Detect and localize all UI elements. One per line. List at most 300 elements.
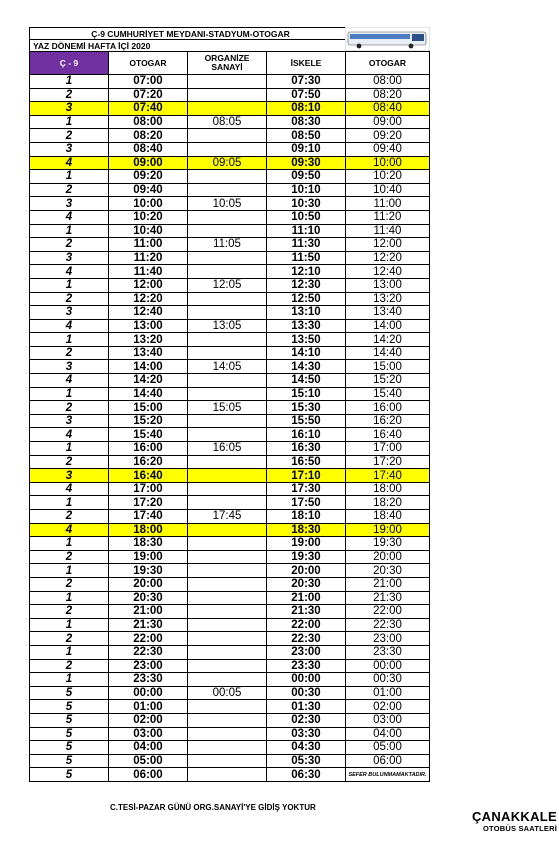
otogar-departure-cell: 20:30: [109, 591, 188, 605]
otogar-departure-cell: 03:00: [109, 727, 188, 741]
otogar-departure-cell: 10:00: [109, 197, 188, 211]
iskele-cell: 13:30: [267, 319, 346, 333]
organize-sanayi-cell: [188, 428, 267, 442]
bus-number-cell: 5: [30, 727, 109, 741]
return-otogar-cell: 03:00: [346, 713, 430, 727]
table-row: [30, 482, 430, 496]
iskele-cell: 17:50: [267, 496, 346, 510]
otogar-departure-cell: 11:00: [109, 238, 188, 252]
otogar-departure-cell: 21:00: [109, 605, 188, 619]
otogar-departure-cell: 23:00: [109, 659, 188, 673]
return-otogar-cell: 10:00: [346, 156, 430, 170]
return-otogar-cell: 14:20: [346, 333, 430, 347]
return-otogar-cell: 16:20: [346, 414, 430, 428]
otogar-departure-cell: 09:40: [109, 183, 188, 197]
bus-number-cell: 4: [30, 265, 109, 279]
return-otogar-cell: 18:20: [346, 496, 430, 510]
organize-sanayi-cell: 14:05: [188, 360, 267, 374]
bus-number-cell: 4: [30, 210, 109, 224]
bus-number-cell: 1: [30, 224, 109, 238]
organize-sanayi-cell: [188, 346, 267, 360]
table-row: [30, 741, 430, 755]
return-otogar-cell: 19:00: [346, 523, 430, 537]
organize-sanayi-cell: 08:05: [188, 115, 267, 129]
iskele-cell: 08:50: [267, 129, 346, 143]
table-row: [30, 197, 430, 211]
return-otogar-cell: 15:20: [346, 374, 430, 388]
iskele-cell: 12:30: [267, 278, 346, 292]
otogar-departure-cell: 08:00: [109, 115, 188, 129]
iskele-cell: 17:10: [267, 469, 346, 483]
otogar-departure-cell: 19:30: [109, 564, 188, 578]
organize-sanayi-cell: [188, 591, 267, 605]
otogar-departure-cell: 07:20: [109, 88, 188, 102]
organize-sanayi-cell: [188, 482, 267, 496]
table-row: [30, 673, 430, 687]
otogar-header: OTOGAR: [109, 52, 188, 75]
bus-number-cell: 5: [30, 741, 109, 755]
table-row: [30, 442, 430, 456]
organize-sanayi-cell: 12:05: [188, 278, 267, 292]
otogar-departure-cell: 10:40: [109, 224, 188, 238]
bus-number-cell: 2: [30, 292, 109, 306]
iskele-cell: 02:30: [267, 713, 346, 727]
organize-sanayi-cell: [188, 333, 267, 347]
organize-sanayi-cell: [188, 618, 267, 632]
return-otogar-cell: 13:40: [346, 306, 430, 320]
organize-sanayi-header: [188, 52, 267, 75]
return-otogar-cell: 06:00: [346, 754, 430, 768]
otogar-departure-cell: 12:40: [109, 306, 188, 320]
table-row: [30, 401, 430, 415]
return-otogar-cell: 12:20: [346, 251, 430, 265]
table-row: [30, 414, 430, 428]
organize-header-line1: ORGANİZE: [204, 53, 250, 63]
iskele-cell: 18:30: [267, 523, 346, 537]
return-otogar-cell: 00:30: [346, 673, 430, 687]
organize-sanayi-cell: [188, 251, 267, 265]
iskele-cell: 10:50: [267, 210, 346, 224]
return-otogar-cell: 05:00: [346, 741, 430, 755]
bus-number-cell: 1: [30, 537, 109, 551]
iskele-cell: 08:30: [267, 115, 346, 129]
otogar-departure-cell: 13:40: [109, 346, 188, 360]
otogar-departure-cell: 16:20: [109, 455, 188, 469]
otogar-departure-cell: 15:40: [109, 428, 188, 442]
table-row: [30, 428, 430, 442]
organize-sanayi-cell: [188, 700, 267, 714]
iskele-cell: 12:10: [267, 265, 346, 279]
bus-number-cell: 2: [30, 455, 109, 469]
organize-sanayi-cell: [188, 414, 267, 428]
organize-sanayi-cell: [188, 88, 267, 102]
organize-sanayi-cell: [188, 523, 267, 537]
return-otogar-cell: 09:20: [346, 129, 430, 143]
otogar-departure-cell: 05:00: [109, 754, 188, 768]
organize-sanayi-cell: [188, 713, 267, 727]
organize-sanayi-cell: [188, 550, 267, 564]
otogar-departure-cell: 13:20: [109, 333, 188, 347]
iskele-cell: 10:10: [267, 183, 346, 197]
organize-sanayi-cell: [188, 224, 267, 238]
iskele-cell: 23:00: [267, 645, 346, 659]
return-otogar-cell: 13:20: [346, 292, 430, 306]
otogar-departure-cell: 22:30: [109, 645, 188, 659]
bus-number-cell: 2: [30, 510, 109, 524]
organize-sanayi-cell: [188, 265, 267, 279]
table-row: [30, 210, 430, 224]
organize-sanayi-cell: 10:05: [188, 197, 267, 211]
iskele-cell: 13:10: [267, 306, 346, 320]
season-subtitle: YAZ DÖNEMİ HAFTA İÇİ 2020: [30, 40, 430, 52]
table-row: [30, 115, 430, 129]
organize-sanayi-cell: [188, 75, 267, 89]
organize-sanayi-cell: [188, 183, 267, 197]
otogar-departure-cell: 17:20: [109, 496, 188, 510]
bus-number-cell: 5: [30, 713, 109, 727]
table-row: [30, 170, 430, 184]
organize-sanayi-cell: [188, 564, 267, 578]
iskele-cell: 09:30: [267, 156, 346, 170]
table-row: [30, 319, 430, 333]
iskele-cell: 04:30: [267, 741, 346, 755]
return-otogar-cell: 12:40: [346, 265, 430, 279]
iskele-cell: 15:50: [267, 414, 346, 428]
table-row: [30, 102, 430, 116]
table-row: [30, 455, 430, 469]
bus-number-cell: 4: [30, 319, 109, 333]
table-row: [30, 387, 430, 401]
otogar-departure-cell: 11:40: [109, 265, 188, 279]
bus-number-cell: 5: [30, 754, 109, 768]
bus-number-cell: 1: [30, 673, 109, 687]
table-row: [30, 700, 430, 714]
bus-number-cell: 3: [30, 306, 109, 320]
organize-sanayi-cell: [188, 387, 267, 401]
return-otogar-cell: 00:00: [346, 659, 430, 673]
organize-sanayi-cell: [188, 754, 267, 768]
return-otogar-cell: 01:00: [346, 686, 430, 700]
bus-number-cell: 2: [30, 346, 109, 360]
otogar-departure-cell: 17:00: [109, 482, 188, 496]
table-row: [30, 645, 430, 659]
route-title: Ç-9 CUMHURİYET MEYDANI-STADYUM-OTOGAR: [30, 28, 430, 40]
iskele-cell: 13:50: [267, 333, 346, 347]
otogar-departure-cell: 10:20: [109, 210, 188, 224]
otogar-departure-cell: 07:00: [109, 75, 188, 89]
table-row: [30, 564, 430, 578]
iskele-cell: 12:50: [267, 292, 346, 306]
organize-sanayi-cell: 17:45: [188, 510, 267, 524]
bus-number-cell: 4: [30, 374, 109, 388]
return-otogar-cell: 11:20: [346, 210, 430, 224]
bus-number-cell: 5: [30, 768, 109, 782]
return-otogar-cell: 22:00: [346, 605, 430, 619]
bus-number-cell: 1: [30, 564, 109, 578]
iskele-cell: 19:30: [267, 550, 346, 564]
organize-sanayi-cell: 11:05: [188, 238, 267, 252]
return-otogar-cell: 17:00: [346, 442, 430, 456]
iskele-cell: 00:00: [267, 673, 346, 687]
return-otogar-cell: 19:30: [346, 537, 430, 551]
iskele-cell: 14:10: [267, 346, 346, 360]
return-otogar-cell: 08:20: [346, 88, 430, 102]
bus-number-cell: 2: [30, 183, 109, 197]
organize-sanayi-cell: 00:05: [188, 686, 267, 700]
iskele-cell: 17:30: [267, 482, 346, 496]
return-otogar-cell: 11:40: [346, 224, 430, 238]
iskele-cell: 20:00: [267, 564, 346, 578]
otogar-departure-cell: 06:00: [109, 768, 188, 782]
table-row: [30, 156, 430, 170]
iskele-cell: 11:50: [267, 251, 346, 265]
table-row: [30, 537, 430, 551]
bus-number-cell: 2: [30, 550, 109, 564]
otogar-departure-cell: 14:00: [109, 360, 188, 374]
iskele-cell: 14:30: [267, 360, 346, 374]
table-row: [30, 727, 430, 741]
bus-number-cell: 4: [30, 482, 109, 496]
organize-sanayi-cell: [188, 292, 267, 306]
return-otogar-cell: 09:40: [346, 142, 430, 156]
iskele-cell: 00:30: [267, 686, 346, 700]
brand-line2: OTOBÜS SAATLERİ: [483, 824, 557, 833]
table-row: [30, 550, 430, 564]
iskele-cell: 03:30: [267, 727, 346, 741]
brand-logo: [472, 809, 557, 833]
return-otogar-header: OTOGAR: [346, 52, 430, 75]
otogar-departure-cell: 02:00: [109, 713, 188, 727]
bus-number-cell: 2: [30, 659, 109, 673]
iskele-cell: 21:00: [267, 591, 346, 605]
return-otogar-cell: 21:00: [346, 577, 430, 591]
table-row: [30, 183, 430, 197]
table-row: [30, 374, 430, 388]
bus-number-cell: 4: [30, 156, 109, 170]
table-row: [30, 605, 430, 619]
organize-sanayi-cell: [188, 741, 267, 755]
table-row: [30, 591, 430, 605]
table-row: [30, 496, 430, 510]
otogar-departure-cell: 23:30: [109, 673, 188, 687]
iskele-cell: 09:10: [267, 142, 346, 156]
otogar-departure-cell: 01:00: [109, 700, 188, 714]
bus-number-cell: 3: [30, 251, 109, 265]
table-row: [30, 768, 430, 782]
organize-sanayi-cell: [188, 129, 267, 143]
bus-number-cell: 1: [30, 591, 109, 605]
organize-sanayi-cell: [188, 673, 267, 687]
bus-number-cell: 2: [30, 577, 109, 591]
otogar-departure-cell: 16:00: [109, 442, 188, 456]
return-otogar-cell: 15:00: [346, 360, 430, 374]
table-row: [30, 251, 430, 265]
return-otogar-cell: 20:00: [346, 550, 430, 564]
otogar-departure-cell: 16:40: [109, 469, 188, 483]
otogar-departure-cell: 04:00: [109, 741, 188, 755]
iskele-cell: 11:10: [267, 224, 346, 238]
bus-number-cell: 4: [30, 428, 109, 442]
organize-sanayi-cell: [188, 537, 267, 551]
bus-number-cell: 2: [30, 88, 109, 102]
iskele-cell: 07:30: [267, 75, 346, 89]
organize-sanayi-cell: [188, 374, 267, 388]
otogar-departure-cell: 09:00: [109, 156, 188, 170]
bus-number-cell: 5: [30, 686, 109, 700]
bus-number-cell: 2: [30, 632, 109, 646]
otogar-departure-cell: 15:00: [109, 401, 188, 415]
brand-line1: ÇANAKKALE: [471, 809, 557, 824]
iskele-cell: 06:30: [267, 768, 346, 782]
otogar-departure-cell: 12:00: [109, 278, 188, 292]
return-otogar-cell: 10:40: [346, 183, 430, 197]
otogar-departure-cell: 20:00: [109, 577, 188, 591]
return-otogar-cell: 08:40: [346, 102, 430, 116]
iskele-header: İSKELE: [267, 52, 346, 75]
return-otogar-cell: 15:40: [346, 387, 430, 401]
iskele-cell: 11:30: [267, 238, 346, 252]
iskele-cell: 07:50: [267, 88, 346, 102]
return-otogar-cell: 14:00: [346, 319, 430, 333]
otogar-departure-cell: 21:30: [109, 618, 188, 632]
table-row: [30, 306, 430, 320]
table-row: [30, 346, 430, 360]
table-row: [30, 618, 430, 632]
table-row: [30, 238, 430, 252]
table-row: [30, 469, 430, 483]
table-row: [30, 224, 430, 238]
iskele-cell: 08:10: [267, 102, 346, 116]
organize-sanayi-cell: [188, 142, 267, 156]
return-otogar-cell: 22:30: [346, 618, 430, 632]
return-otogar-cell: 14:40: [346, 346, 430, 360]
return-otogar-cell: 13:00: [346, 278, 430, 292]
organize-sanayi-cell: 16:05: [188, 442, 267, 456]
table-row: [30, 523, 430, 537]
otogar-departure-cell: 00:00: [109, 686, 188, 700]
organize-sanayi-cell: [188, 306, 267, 320]
organize-sanayi-cell: 15:05: [188, 401, 267, 415]
otogar-departure-cell: 22:00: [109, 632, 188, 646]
table-row: [30, 360, 430, 374]
organize-sanayi-cell: [188, 768, 267, 782]
return-otogar-cell: 11:00: [346, 197, 430, 211]
table-row: [30, 265, 430, 279]
organize-sanayi-cell: [188, 605, 267, 619]
table-row: [30, 333, 430, 347]
return-otogar-cell: 04:00: [346, 727, 430, 741]
iskele-cell: 16:50: [267, 455, 346, 469]
timetable: [29, 27, 430, 782]
iskele-cell: 23:30: [267, 659, 346, 673]
iskele-cell: 09:50: [267, 170, 346, 184]
organize-sanayi-cell: [188, 210, 267, 224]
bus-number-cell: 3: [30, 414, 109, 428]
table-row: [30, 713, 430, 727]
bus-number-cell: 3: [30, 102, 109, 116]
return-otogar-cell: 08:00: [346, 75, 430, 89]
organize-sanayi-cell: 09:05: [188, 156, 267, 170]
bus-number-cell: 4: [30, 523, 109, 537]
table-row: [30, 632, 430, 646]
bus-number-cell: 3: [30, 142, 109, 156]
table-row: [30, 510, 430, 524]
iskele-cell: 05:30: [267, 754, 346, 768]
return-otogar-cell: 12:00: [346, 238, 430, 252]
otogar-departure-cell: 18:30: [109, 537, 188, 551]
table-row: [30, 292, 430, 306]
return-otogar-cell: 02:00: [346, 700, 430, 714]
otogar-departure-cell: 19:00: [109, 550, 188, 564]
otogar-departure-cell: 08:20: [109, 129, 188, 143]
return-otogar-cell: SEFER BULUNMAMAKTADIR.: [346, 768, 430, 782]
table-row: [30, 577, 430, 591]
return-otogar-cell: 16:00: [346, 401, 430, 415]
otogar-departure-cell: 09:20: [109, 170, 188, 184]
route-code-header: Ç - 9: [30, 52, 109, 75]
bus-number-cell: 3: [30, 469, 109, 483]
iskele-cell: 20:30: [267, 577, 346, 591]
organize-header-line2: SANAYİ: [211, 62, 243, 72]
iskele-cell: 16:10: [267, 428, 346, 442]
iskele-cell: 15:10: [267, 387, 346, 401]
return-otogar-cell: 21:30: [346, 591, 430, 605]
bus-number-cell: 1: [30, 618, 109, 632]
table-row: [30, 754, 430, 768]
organize-sanayi-cell: [188, 577, 267, 591]
bus-image: [345, 27, 430, 51]
organize-sanayi-cell: [188, 102, 267, 116]
table-row: [30, 88, 430, 102]
organize-sanayi-cell: [188, 659, 267, 673]
return-otogar-cell: 23:00: [346, 632, 430, 646]
bus-number-cell: 1: [30, 115, 109, 129]
table-row: [30, 142, 430, 156]
otogar-departure-cell: 14:20: [109, 374, 188, 388]
organize-sanayi-cell: [188, 455, 267, 469]
otogar-departure-cell: 14:40: [109, 387, 188, 401]
bus-number-cell: 2: [30, 605, 109, 619]
table-row: [30, 686, 430, 700]
iskele-cell: 01:30: [267, 700, 346, 714]
organize-sanayi-cell: [188, 645, 267, 659]
organize-sanayi-cell: [188, 727, 267, 741]
iskele-cell: 19:00: [267, 537, 346, 551]
otogar-departure-cell: 13:00: [109, 319, 188, 333]
bus-number-cell: 2: [30, 129, 109, 143]
return-otogar-cell: 10:20: [346, 170, 430, 184]
iskele-cell: 21:30: [267, 605, 346, 619]
otogar-departure-cell: 08:40: [109, 142, 188, 156]
return-otogar-cell: 16:40: [346, 428, 430, 442]
return-otogar-cell: 18:00: [346, 482, 430, 496]
bus-number-cell: 1: [30, 645, 109, 659]
table-row: [30, 659, 430, 673]
bus-number-cell: 3: [30, 360, 109, 374]
table-row: [30, 75, 430, 89]
table-row: [30, 129, 430, 143]
iskele-cell: 15:30: [267, 401, 346, 415]
iskele-cell: 16:30: [267, 442, 346, 456]
return-otogar-cell: 17:20: [346, 455, 430, 469]
bus-number-cell: 3: [30, 197, 109, 211]
otogar-departure-cell: 17:40: [109, 510, 188, 524]
iskele-cell: 14:50: [267, 374, 346, 388]
footer-note: C.TESİ-PAZAR GÜNÜ ORG.SANAYİ'YE GİDİŞ YOKTUR: [110, 803, 316, 812]
otogar-departure-cell: 12:20: [109, 292, 188, 306]
return-otogar-cell: 20:30: [346, 564, 430, 578]
otogar-departure-cell: 18:00: [109, 523, 188, 537]
